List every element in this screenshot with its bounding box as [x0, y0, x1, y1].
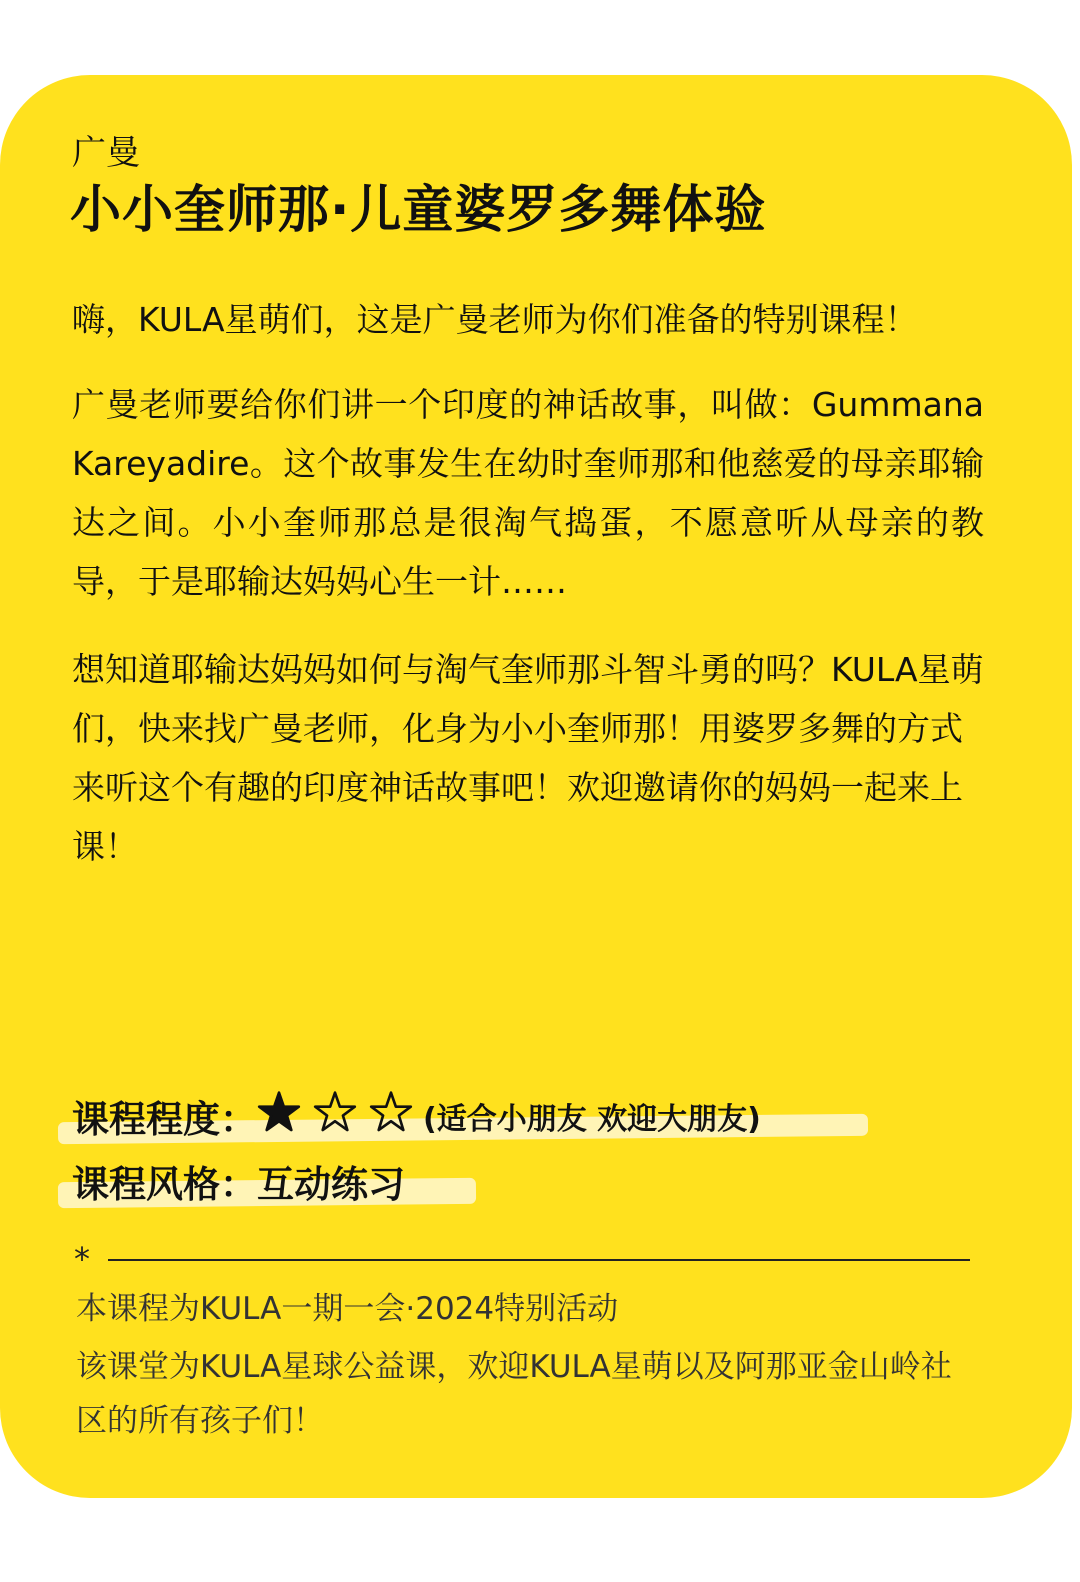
community-note: 该课堂为KULA星球公益课，欢迎KULA星萌以及阿那亚金山岭社区的所有孩子们！ — [76, 1349, 952, 1439]
intro-paragraph: 嗨，KULA星萌们，这是广曼老师为你们准备的特别课程！ — [72, 300, 918, 339]
asterisk-icon: * — [74, 1240, 90, 1278]
divider — [108, 1259, 970, 1261]
invite-paragraph: 想知道耶输达妈妈如何与淘气奎师那斗智斗勇的吗？KULA星萌们，快来找广曼老师，化身为小小奎师那！用婆罗多舞的方式来听这个有趣的印度神话故事吧！欢迎邀请你的妈妈一起来上课！ — [72, 650, 984, 866]
event-note: 本课程为KULA一期一会·2024特别活动 — [76, 1291, 619, 1327]
teacher-name: 广曼 — [72, 133, 140, 173]
star-outline-icon — [369, 1090, 413, 1134]
course-style-value: 互动练习 — [257, 1163, 405, 1206]
course-level-note: (适合小朋友 欢迎大朋友) — [423, 1102, 761, 1137]
course-level-label: 课程程度： — [72, 1098, 257, 1141]
story-paragraph: 广曼老师要给你们讲一个印度的神话故事，叫做：Gummana Kareyadire。这个故事发生在幼时奎师那和他慈爱的母亲耶输达之间。小小奎师那总是很淘气捣蛋，不愿意听从母亲的教导，于是耶输达妈妈心生一计…… — [72, 385, 984, 601]
star-outline-icon — [313, 1090, 357, 1134]
course-style-row — [72, 1155, 405, 1207]
star-filled-icon — [257, 1090, 301, 1134]
course-level-row — [72, 1090, 761, 1142]
course-style-label: 课程风格： — [72, 1163, 257, 1206]
level-rating — [257, 1090, 425, 1143]
course-title: 小小奎师那·儿童婆罗多舞体验 — [70, 181, 767, 240]
